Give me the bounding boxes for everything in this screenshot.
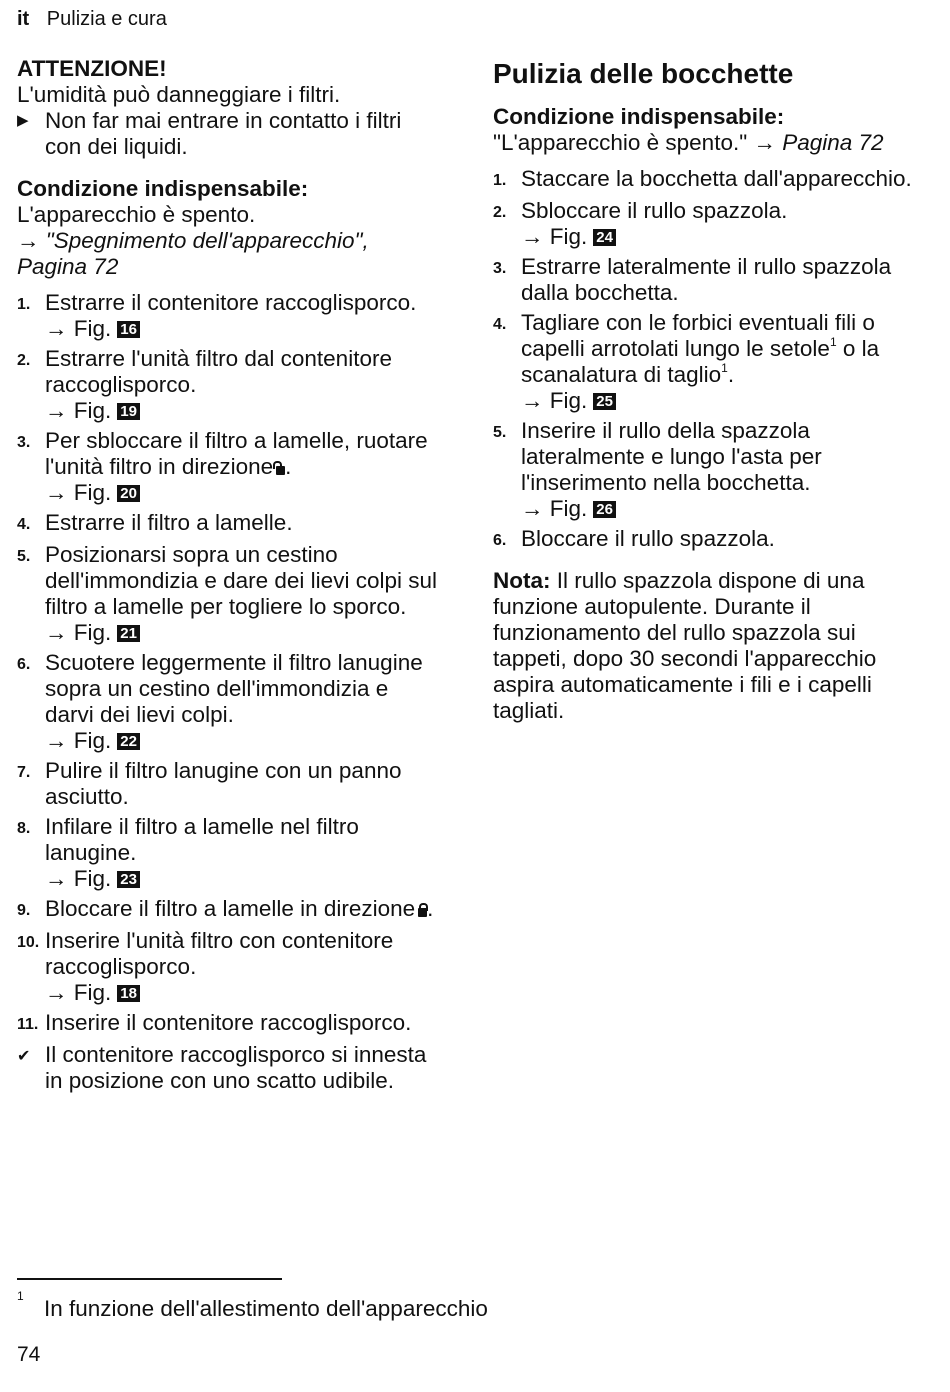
lock-icon [418,903,427,917]
page-number: 74 [17,1343,41,1366]
list-item: 1. Staccare la bocchetta dall'apparecchio. [493,166,912,191]
result-item: ✔ Il contenitore raccoglisporco si innesta in posizione con uno scatto udibile. [17,1042,427,1093]
prerequisite-ref-text: Pagina 72 [782,130,884,155]
figure-badge: 25 [593,393,616,410]
figure-badge: 18 [117,985,140,1002]
figure-badge: 19 [117,403,140,420]
figure-badge: 16 [117,321,140,338]
footnote-divider [17,1278,282,1280]
figure-badge: 24 [593,229,616,246]
note-text: Il rullo spazzola dispone di una funzione autopulente. Durante il funzionamento del rullo spazzola sui tappeti, dopo 30 secondi l'apparecchio aspira automaticamente i fili e i capelli tagliati. [493,568,877,723]
language-code: it [17,8,30,30]
footnote-mark: 1 [721,361,728,375]
prerequisite-text: L'apparecchio è spento. [17,202,256,227]
figure-badge: 20 [117,485,140,502]
figure-reference: → Fig. 18 [45,980,442,1006]
cleaning-steps-nozzle [493,166,923,554]
list-item: 4. Tagliare con le forbici eventuali fili o capelli arrotolati lungo le setole$^1$ o la scanalatura di taglio$^1$. → Fig. 25 [493,310,923,414]
prerequisite-reference [17,228,442,280]
figure-reference: → Fig. 22 [45,728,442,754]
note-label: Nota: [493,568,551,593]
list-item: 11. Inserire il contenitore raccoglisporco. [17,1010,412,1035]
section-title: Pulizia e cura [46,8,167,30]
list-item: 6. Bloccare il rullo spazzola. [493,526,775,551]
prerequisite-text: "L'apparecchio è spento." [493,130,748,155]
list-item: 9. Bloccare il filtro a lamelle in direzione . [17,896,434,921]
arrow-icon: → [17,228,40,253]
list-item: 1. Estrarre il contenitore raccoglisporco. → Fig. 16 [17,290,442,342]
footnote-mark: 1 [829,335,837,349]
figure-reference: → Fig. 16 [45,316,442,342]
list-item: 3. Estrarre lateralmente il rullo spazzola dalla bocchetta. [493,254,892,305]
arrow-icon: → [753,130,776,155]
list-item: 10. Inserire l'unità filtro con contenitore raccoglisporco. → Fig. 18 [17,928,442,1006]
figure-badge: 26 [593,501,616,518]
figure-reference: → Fig. 24 [521,224,923,250]
warning-bullet [17,108,442,160]
list-item: 6. Scuotere leggermente il filtro lanugine sopra un cestino dell'immondizia e darvi dei lievi colpi. → Fig. 22 [17,650,442,754]
footnote-text: In funzione dell'allestimento dell'apparecchio [44,1296,488,1321]
list-item: 8. Infilare il filtro a lamelle nel filtro lanugine. → Fig. 23 [17,814,442,892]
figure-reference: → Fig. 19 [45,398,442,424]
list-item: 4. Estrarre il filtro a lamelle. [17,510,293,535]
figure-reference: → Fig. 21 [45,620,442,646]
prerequisite-label: Condizione indispensabile: [493,104,785,129]
list-item: 3. Per sbloccare il filtro a lamelle, ruotare l'unità filtro in direzione . → Fig. 20 [17,428,442,506]
footnote [17,1289,488,1322]
footnote-number: 1 [17,1289,24,1303]
figure-badge: 21 [117,625,140,642]
list-item: 7. Pulire il filtro lanugine con un panno asciutto. [17,758,402,809]
figure-reference: → Fig. 20 [45,480,442,506]
list-item: 5. Inserire il rullo della spazzola lateralmente e lungo l'asta per l'inserimento nella bocchetta. → Fig. 26 [493,418,923,522]
warning-bullet-text: Non far mai entrare in contatto i filtri con dei liquidi. [45,108,402,159]
note [493,568,923,724]
prerequisite-label: Condizione indispensabile: [17,176,309,201]
list-item: 5. Posizionarsi sopra un cestino dell'immondizia e dare dei lievi colpi sul filtro a lamelle per togliere lo sporco. → Fig. 21 [17,542,442,646]
left-column [17,56,442,1098]
figure-reference: → Fig. 26 [521,496,923,522]
prerequisite [17,176,442,228]
figure-badge: 23 [117,871,140,888]
triangle-bullet-icon: ▶ [17,112,29,129]
section-heading: Pulizia delle bocchette [493,58,794,89]
page-header [17,8,167,31]
figure-reference: → Fig. 23 [45,866,442,892]
prerequisite [493,104,923,156]
list-item: 2. Sbloccare il rullo spazzola. → Fig. 24 [493,198,923,250]
warning-text: L'umidità può danneggiare i filtri. [17,82,341,107]
prerequisite-ref-text: "Spegnimento dell'apparecchio", Pagina 72 [17,228,369,279]
figure-badge: 22 [117,733,140,750]
checkmark-icon: ✔ [17,1048,31,1065]
figure-reference: → Fig. 25 [521,388,923,414]
warning-title: ATTENZIONE! [17,56,167,81]
unlock-icon [276,461,285,475]
cleaning-steps-filter [17,290,442,1094]
right-column [493,56,923,724]
list-item: 2. Estrarre l'unità filtro dal contenitore raccoglisporco. → Fig. 19 [17,346,442,424]
